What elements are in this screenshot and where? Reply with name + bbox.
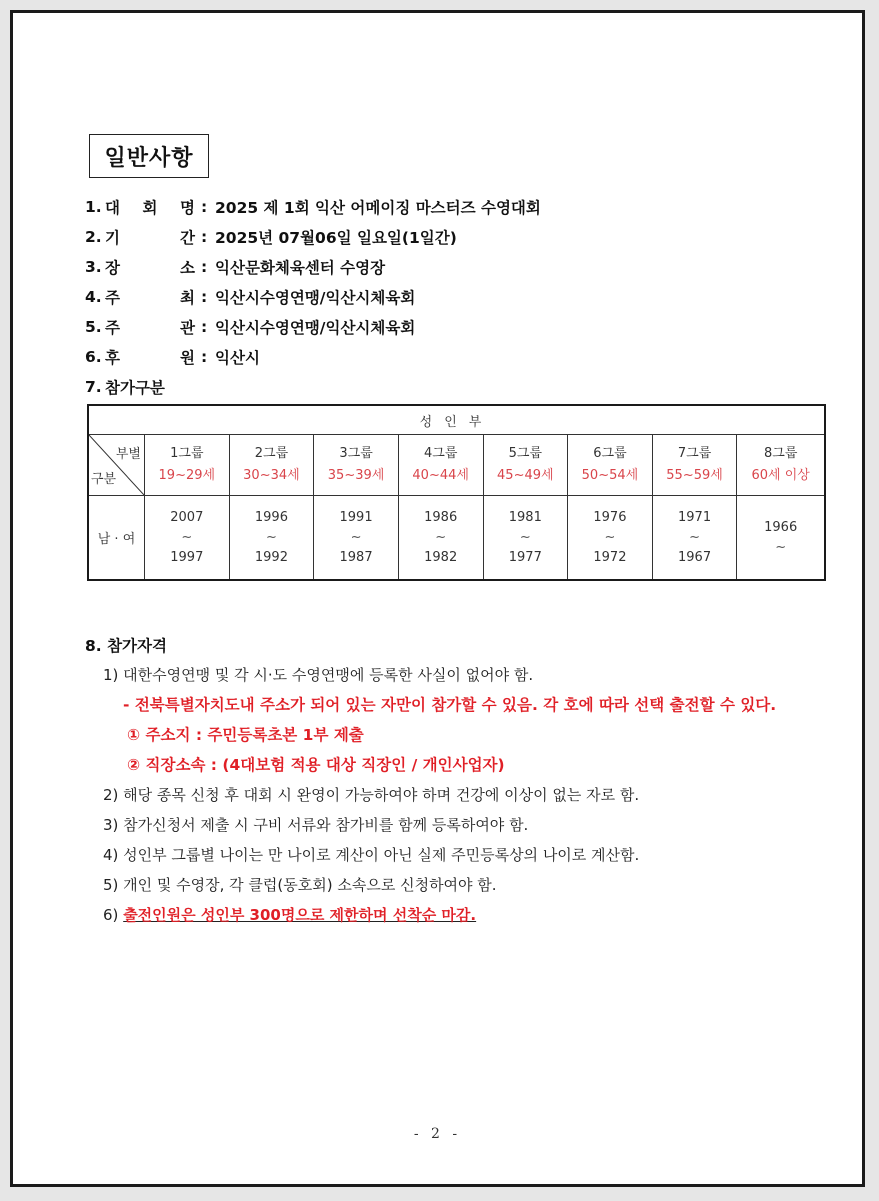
item-value: 익산시 bbox=[215, 349, 260, 367]
group-header-cell: 7그룹 55~59세 bbox=[652, 435, 737, 496]
item-label: 후 원 bbox=[105, 349, 195, 367]
info-row-venue: 3. 장 소 : 익산문화체육센터 수영장 bbox=[85, 258, 386, 277]
item-label: 주 최 bbox=[105, 289, 195, 307]
general-info-list bbox=[85, 192, 541, 402]
item-label: 참가구분 bbox=[105, 379, 165, 397]
info-row-event-name: 1. 대 회 명 : 2025 제 1회 익산 어메이징 마스터즈 수영대회 bbox=[85, 198, 541, 217]
item-number: 4. bbox=[85, 288, 102, 306]
item-number: 2. bbox=[85, 228, 102, 246]
item-label: 기 간 bbox=[105, 229, 195, 247]
info-row-period: 2. 기 간 : 2025년 07월06일 일요일(1일간) bbox=[85, 228, 457, 247]
table-group-row bbox=[88, 435, 825, 496]
birthyear-cell: 1971 ~ 1967 bbox=[652, 496, 737, 581]
qualification-item-4: 4) 성인부 그룹별 나이는 만 나이로 계산이 아닌 실제 주민등록상의 나이로 계산함. bbox=[103, 846, 640, 864]
capacity-limit-text: 출전인원은 성인부 300명으로 제한하며 선착순 마감. bbox=[123, 906, 477, 924]
group-header-cell: 8그룹 60세 이상 bbox=[737, 435, 825, 496]
item-value: 2025 제 1회 익산 어메이징 마스터즈 수영대회 bbox=[215, 199, 541, 217]
age-group-table bbox=[87, 404, 826, 581]
info-row-host: 4. 주 최 : 익산시수영연맹/익산시체육회 bbox=[85, 288, 416, 307]
item-label: 대 회 명 bbox=[105, 199, 195, 217]
adult-division-banner: 성인부 bbox=[88, 405, 825, 435]
item-value: 익산시수영연맹/익산시체육회 bbox=[215, 289, 416, 307]
birthyear-cell: 1991 ~ 1987 bbox=[314, 496, 399, 581]
residency-option-address: ① 주소지 : 주민등록초본 1부 제출 bbox=[127, 726, 364, 744]
item-number: 6) bbox=[103, 906, 119, 924]
item-value: 익산문화체육센터 수영장 bbox=[215, 259, 386, 277]
item-value: 2025년 07월06일 일요일(1일간) bbox=[215, 229, 457, 247]
item-number: 6. bbox=[85, 348, 102, 366]
group-header-cell: 6그룹 50~54세 bbox=[568, 435, 653, 496]
qualification-item-5: 5) 개인 및 수영장, 각 클럽(동호회) 소속으로 신청하여야 함. bbox=[103, 876, 497, 894]
corner-bottom-label: 구분 bbox=[91, 472, 117, 487]
birthyear-cell: 1996 ~ 1992 bbox=[229, 496, 314, 581]
document-page bbox=[10, 10, 865, 1187]
section-title-box: 일반사항 bbox=[89, 134, 209, 178]
qualification-item-1: 1) 대한수영연맹 및 각 시·도 수영연맹에 등록한 사실이 없어야 함. bbox=[103, 666, 534, 684]
item-number: 3. bbox=[85, 258, 102, 276]
item-number: 1. bbox=[85, 198, 102, 216]
group-header-cell: 1그룹 19~29세 bbox=[145, 435, 230, 496]
row-label-gender: 남 · 여 bbox=[88, 496, 145, 581]
item-label: 주 관 bbox=[105, 319, 195, 337]
qualifications-section bbox=[85, 630, 825, 930]
qualifications-heading: 8. 참가자격 bbox=[85, 637, 167, 655]
table-banner-row bbox=[88, 405, 825, 435]
item-value: 익산시수영연맹/익산시체육회 bbox=[215, 319, 416, 337]
birthyear-cell: 1976 ~ 1972 bbox=[568, 496, 653, 581]
birthyear-cell: 1981 ~ 1977 bbox=[483, 496, 568, 581]
qualification-item-6 bbox=[85, 900, 825, 930]
page-number: - 2 - bbox=[413, 1126, 462, 1142]
qualification-item-2: 2) 해당 종목 신청 후 대회 시 완영이 가능하여야 하며 건강에 이상이 없는 자로 함. bbox=[103, 786, 640, 804]
group-header-cell: 3그룹 35~39세 bbox=[314, 435, 399, 496]
group-header-cell: 4그룹 40~44세 bbox=[398, 435, 483, 496]
info-row-sponsor: 6. 후 원 : 익산시 bbox=[85, 348, 260, 367]
birthyear-cell: 1966 ~ bbox=[737, 496, 825, 581]
corner-top-label: 부별 bbox=[115, 447, 141, 462]
table-birthyear-row bbox=[88, 496, 825, 581]
residency-note: - 전북특별자치도내 주소가 되어 있는 자만이 참가할 수 있음. 각 호에 따라 선택 출전할 수 있다. bbox=[123, 696, 777, 714]
item-number: 7. bbox=[85, 378, 102, 396]
corner-header-cell bbox=[88, 435, 145, 496]
group-header-cell: 5그룹 45~49세 bbox=[483, 435, 568, 496]
group-header-cell: 2그룹 30~34세 bbox=[229, 435, 314, 496]
item-number: 5. bbox=[85, 318, 102, 336]
birthyear-cell: 2007 ~ 1997 bbox=[145, 496, 230, 581]
residency-option-workplace: ② 직장소속 : (4대보험 적용 대상 직장인 / 개인사업자) bbox=[127, 756, 505, 774]
birthyear-cell: 1986 ~ 1982 bbox=[398, 496, 483, 581]
qualification-item-3: 3) 참가신청서 제출 시 구비 서류와 참가비를 함께 등록하여야 함. bbox=[103, 816, 529, 834]
item-label: 장 소 bbox=[105, 259, 195, 277]
info-row-organizer: 5. 주 관 : 익산시수영연맹/익산시체육회 bbox=[85, 318, 416, 337]
info-row-participation-category bbox=[85, 372, 541, 402]
